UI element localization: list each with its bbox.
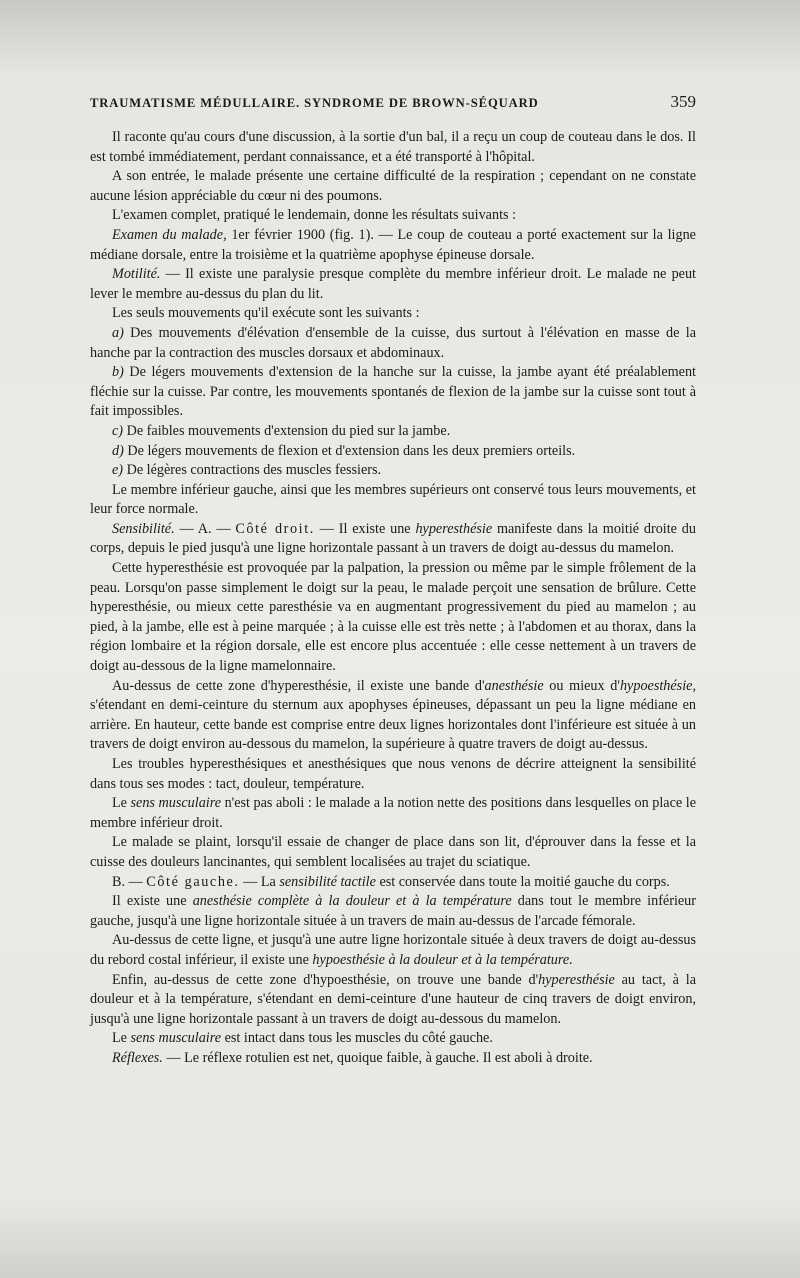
paragraph: e) De légères contractions des muscles fessiers. xyxy=(112,462,382,479)
paragraph: Réflexes. — Le réflexe rotulien est net, quoique faible, à gauche. Il est aboli à droite. xyxy=(112,1049,593,1066)
paragraph: Le sens musculaire n'est pas aboli : le malade a la notion nette des positions dans lesquelles on place le membre inférieur droit. xyxy=(90,795,696,831)
paragraph: Au-dessus de cette ligne, et jusqu'à une autre ligne horizontale située à deux travers de doigt au-dessus du rebord costal inférieur, il existe une hypoesthésie à la douleur et à la température. xyxy=(90,932,696,968)
paragraph: Enfin, au-dessus de cette zone d'hypoesthésie, on trouve une bande d'hyperesthésie au tact, à la douleur et à la température, s'étendant en demi-ceinture d'une hauteur de cinq travers de doigt environ, jusqu'à une ligne horizontale passant à un travers de doigt au-dessous du mamelon. xyxy=(90,971,696,1027)
paragraph: A son entrée, le malade présente une certaine difficulté de la respiration ; cependant on ne constate aucune lésion appréciable du cœur ni des poumons. xyxy=(90,168,696,204)
paragraph: Le membre inférieur gauche, ainsi que les membres supérieurs ont conservé tous leurs mouvements, et leur force normale. xyxy=(90,481,696,518)
paragraph: Cette hyperesthésie est provoquée par la palpation, la pression ou même par le simple frôlement de la peau. Lorsqu'on passe simplement le doigt sur la peau, le malade perçoit une sensation de brûlure. Cette hyperesthésie, ou mieux cette paresthésie va en augmentant progressivement du pied au mamelon ; au pied, à la jambe, elle est à peine marquée ; à la cuisse elle est très nette ; à l'abdomen et au thorax, dans la région lombaire et la région dorsale, elle est encore plus accentuée : elle cesse nettement à un travers de doigt au-dessous de la ligne mamelonnaire. xyxy=(90,560,696,675)
paragraph: Au-dessus de cette zone d'hyperesthésie, il existe une bande d'anesthésie ou mieux d'hypoesthésie, s'étendant en demi-ceinture du sternum aux apophyses épineuses, dépassant un peu la ligne médiane en arrière. En hauteur, cette bande est comprise entre deux lignes horizontales dont l'inférieure est située à un travers de doigt environ au-dessous du mamelon, la supérieure à quatre travers de doigt au-dessus. xyxy=(90,677,696,753)
paragraph: Les seuls mouvements qu'il exécute sont les suivants : xyxy=(112,305,420,322)
paragraph: B. — Côté gauche. — La sensibilité tactile est conservée dans toute la moitié gauche du corps. xyxy=(112,873,670,890)
paragraph: b) De légers mouvements d'extension de la hanche sur la cuisse, la jambe ayant été préalablement fléchie sur la cuisse. Par contre, les mouvements spontanés de flexion de la jambe sur la cuisse sont tout à fait impossibles. xyxy=(90,364,696,420)
page-header xyxy=(90,92,696,112)
page-number: 359 xyxy=(670,92,696,111)
paragraph: L'examen complet, pratiqué le lendemain, donne les résultats suivants : xyxy=(112,207,517,224)
body-text xyxy=(90,128,696,1069)
paragraph: Le malade se plaint, lorsqu'il essaie de changer de place dans son lit, d'éprouver dans la fesse et la cuisse des douleurs lancinantes, qui semblent localisées au trajet du sciatique. xyxy=(90,834,696,870)
paragraph: a) Des mouvements d'élévation d'ensemble de la cuisse, dus surtout à l'élévation en masse de la hanche par la contraction des muscles dorsaux et abdominaux. xyxy=(90,324,696,361)
paragraph: d) De légers mouvements de flexion et d'extension dans les deux premiers orteils. xyxy=(112,442,576,459)
paragraph: Sensibilité. — A. — Côté droit. — Il existe une hyperesthésie manifeste dans la moitié droite du corps, depuis le pied jusqu'à une ligne horizontale passant à un travers de doigt au-dessus du mamelon. xyxy=(90,520,696,557)
paragraph: Il raconte qu'au cours d'une discussion, à la sortie d'un bal, il a reçu un coup de couteau dans le dos. Il est tombé immédiatement, perdant connaissance, et a été transporté à l'hôpital. xyxy=(90,129,696,165)
paragraph: Le sens musculaire est intact dans tous les muscles du côté gauche. xyxy=(112,1030,493,1047)
paragraph: Motilité. — Il existe une paralysie presque complète du membre inférieur droit. Le malade ne peut lever le membre au-dessus du plan du lit. xyxy=(90,266,696,302)
paragraph: Examen du malade, 1er février 1900 (fig. 1). — Le coup de couteau a porté exactement sur la ligne médiane dorsale, entre la troisième et la quatrième apophyse épineuse dorsale. xyxy=(90,226,696,263)
paragraph: Il existe une anesthésie complète à la douleur et à la température dans tout le membre inférieur gauche, jusqu'à une ligne horizontale située à un travers de main au-dessus de l'arcade fémorale. xyxy=(90,893,696,929)
paragraph: Les troubles hyperesthésiques et anesthésiques que nous venons de décrire atteignent la sensibilité dans tous ses modes : tact, douleur, température. xyxy=(90,756,696,792)
paragraph: c) De faibles mouvements d'extension du pied sur la jambe. xyxy=(112,422,451,439)
running-head: TRAUMATISME MÉDULLAIRE. SYNDROME DE BROWN-SÉQUARD xyxy=(90,96,539,110)
